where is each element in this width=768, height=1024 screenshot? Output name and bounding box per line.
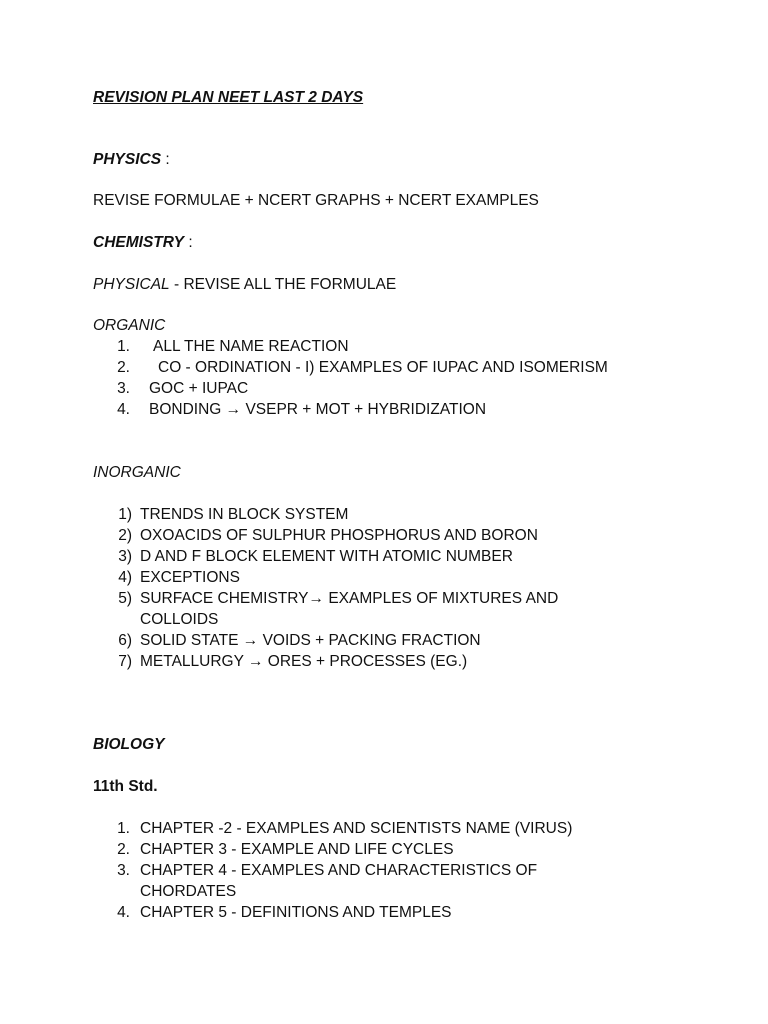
chemistry-heading-line bbox=[93, 233, 193, 253]
list-number: 4) bbox=[118, 569, 132, 586]
list-number: 3) bbox=[118, 548, 132, 565]
list-text: OXOACIDS OF SULPHUR PHOSPHORUS AND BORON bbox=[140, 527, 538, 544]
biology-std: 11th Std. bbox=[93, 778, 158, 795]
list-text: CHAPTER 3 - EXAMPLE AND LIFE CYCLES bbox=[140, 841, 454, 858]
list-number: 4. bbox=[117, 401, 130, 418]
biology-heading: BIOLOGY bbox=[93, 736, 165, 753]
list-number: 7) bbox=[118, 653, 132, 670]
list-number: 6) bbox=[118, 632, 132, 649]
list-text: METALLURGY → ORES + PROCESSES (EG.) bbox=[140, 653, 468, 670]
list-number: 2. bbox=[117, 359, 130, 376]
document-title: REVISION PLAN NEET LAST 2 DAYS bbox=[93, 89, 364, 106]
list-number: 1. bbox=[117, 338, 130, 355]
organic-label: ORGANIC bbox=[93, 317, 166, 334]
list-text: D AND F BLOCK ELEMENT WITH ATOMIC NUMBER bbox=[140, 548, 513, 565]
list-number: 2) bbox=[118, 527, 132, 544]
list-text: EXCEPTIONS bbox=[140, 569, 240, 586]
list-text: CO - ORDINATION - I) EXAMPLES OF IUPAC AND ISOMERISM bbox=[158, 359, 608, 376]
chemistry-heading-colon: : bbox=[184, 234, 193, 251]
physical-text: - REVISE ALL THE FORMULAE bbox=[169, 276, 397, 293]
physics-heading-colon: : bbox=[161, 151, 170, 168]
list-number: 3. bbox=[117, 862, 130, 879]
inorganic-label: INORGANIC bbox=[93, 464, 181, 481]
list-text: BONDING → VSEPR + MOT + HYBRIDIZATION bbox=[149, 401, 487, 418]
physical-chemistry-line bbox=[93, 275, 396, 295]
physics-text: REVISE FORMULAE + NCERT GRAPHS + NCERT EXAMPLES bbox=[93, 192, 539, 209]
list-text: ALL THE NAME REACTION bbox=[153, 338, 349, 355]
list-text-continuation: CHORDATES bbox=[140, 883, 237, 900]
list-text-continuation: COLLOIDS bbox=[140, 611, 219, 628]
list-number: 2. bbox=[117, 841, 130, 858]
physical-label: PHYSICAL bbox=[93, 276, 170, 293]
list-text: SOLID STATE → VOIDS + PACKING FRACTION bbox=[140, 632, 481, 649]
list-number: 1) bbox=[118, 506, 132, 523]
physics-heading-line bbox=[93, 150, 170, 170]
list-text: CHAPTER -2 - EXAMPLES AND SCIENTISTS NAME (VIRUS) bbox=[140, 820, 573, 837]
list-text: TRENDS IN BLOCK SYSTEM bbox=[140, 506, 349, 523]
list-number: 5) bbox=[118, 590, 132, 607]
physics-heading: PHYSICS bbox=[93, 151, 162, 168]
list-number: 4. bbox=[117, 904, 130, 921]
list-text: GOC + IUPAC bbox=[149, 380, 249, 397]
list-text: SURFACE CHEMISTRY→ EXAMPLES OF MIXTURES AND bbox=[140, 590, 559, 607]
list-number: 3. bbox=[117, 380, 130, 397]
list-number: 1. bbox=[117, 820, 130, 837]
chemistry-heading: CHEMISTRY bbox=[93, 234, 185, 251]
list-text: CHAPTER 5 - DEFINITIONS AND TEMPLES bbox=[140, 904, 452, 921]
list-text: CHAPTER 4 - EXAMPLES AND CHARACTERISTICS OF bbox=[140, 862, 538, 879]
